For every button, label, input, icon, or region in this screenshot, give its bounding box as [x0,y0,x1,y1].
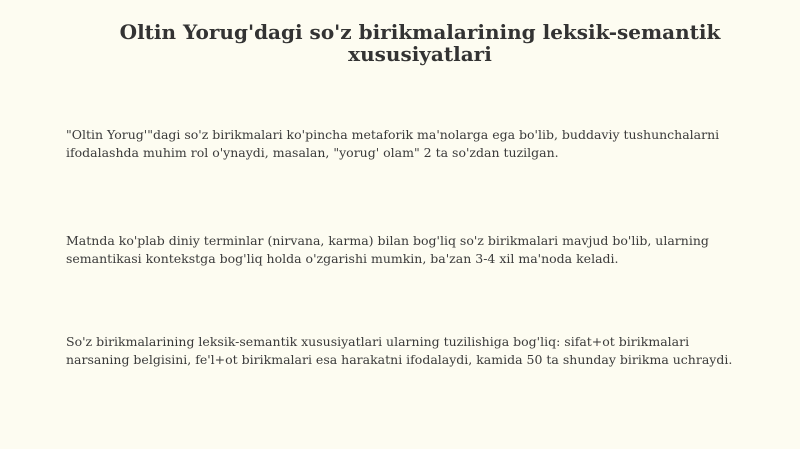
slide-title: Oltin Yorug'dagi so'z birikmalarining leksik-semantik xususiyatlari [119,20,721,66]
paragraph-2: Matnda ko'plab diniy terminlar (nirvana, karma) bilan bog'liq so'z birikmalari mavjud bo'lib, ularning semantikasi kontekstga bog'liq holda o'zgarishi mumkin, ba'zan 3-4 xil ma'noda keladi. [66,233,709,266]
paragraph-1: "Oltin Yorug'"dagi so'z birikmalari ko'pincha metaforik ma'nolarga ega bo'lib, buddaviy tushunchalarni ifodalashda muhim rol o'ynaydi, masalan, "yorug' olam" 2 ta so'zdan tuzilgan. [66,127,720,160]
paragraph-3: So'z birikmalarining leksik-semantik xususiyatlari ularning tuzilishiga bog'liq: sifat+ot birikmalari narsaning belgisini, fe'l+ot birikmalari esa harakatni ifodalaydi, kamida 50 ta shunday birikma uchraydi. [66,334,733,367]
